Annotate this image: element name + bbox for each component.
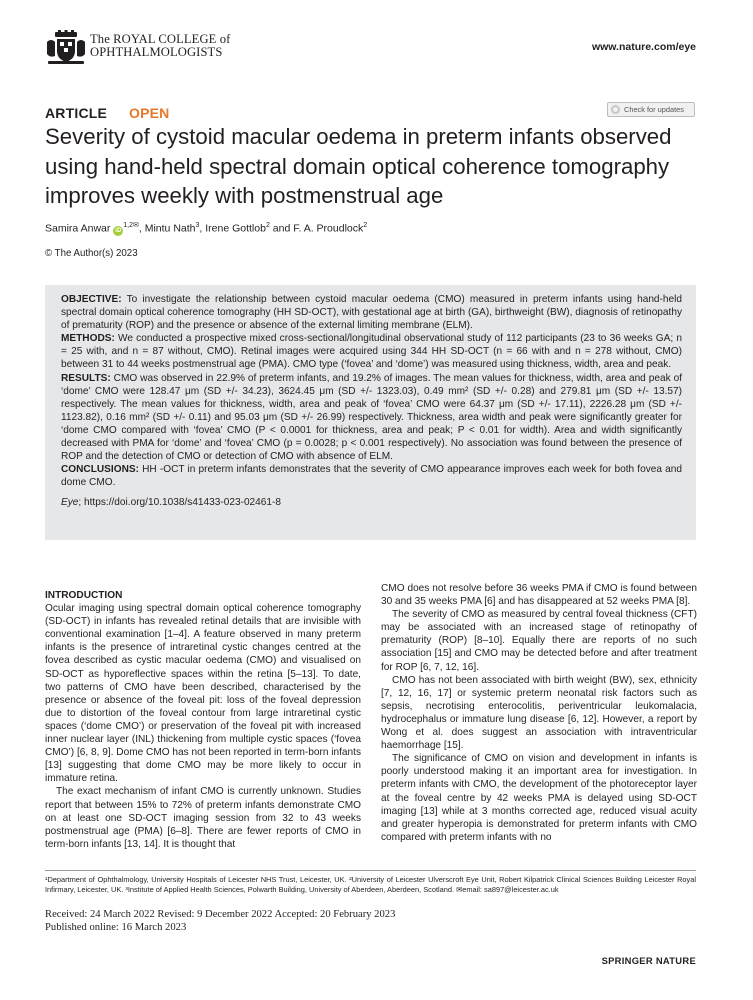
body-paragraph: Ocular imaging using spectral domain optical coherence tomography (SD-OCT) in infants has revealed retinal details that are invisible with conventional examination [1–4]. A feature observed in many preterm infants is the presence of intraretinal cystic changes centred at the fovea described as cystic macular oedema (CMO) and visualised on SD-OCT as hyporeflective spaces within the retina [5–13]. To date, two patterns of CMO have been described, characterised by the presence or absence of the foveal pit: loss of the foveal depression due to distortion of the foveal contour from large intraretinal cystic spaces (‘dome CMO’) or preservation of the foveal pit with increased inner nuclear layer (INL) thickening from multiple cystic spaces (‘fovea CMO’) [6, 8, 9]. Dome CMO has not been reported in term-born infants [13] suggesting that dome CMO may be more likely to occur in immature retina.: [45, 603, 361, 785]
footnote-divider: [45, 870, 696, 871]
body-column-right: [381, 582, 697, 844]
body-paragraph: The significance of CMO on vision and development in infants is poorly understood making it an important area for investigation. In preterm infants with CMO, the development of the photoreceptor layer at the foveal centre by 42 weeks PMA is delayed using SD-OCT imaging [13] while at 3 months corrected age, reduced visual acuity and greater hyperopia is demonstrated for preterm infants with CMO compared with preterm infants with no: [381, 753, 697, 843]
orcid-icon[interactable]: iD: [115, 227, 122, 234]
publisher-logo: SPRINGER NATURE: [601, 955, 696, 966]
article-title: Severity of cystoid macular oedema in preterm infants observed using hand-held spectral domain optical coherence tomography improves weekly with postmenstrual age: [45, 124, 672, 208]
publication-dates: [45, 909, 395, 934]
dates-line-1: Received: 24 March 2022 Revised: 9 December 2022 Accepted: 20 February 2023: [45, 909, 396, 920]
author-affil-sup: 2: [265, 222, 270, 229]
journal-url-link[interactable]: www.nature.com/eye: [591, 41, 696, 53]
body-paragraph: CMO has not been associated with birth weight (BW), sex, ethnicity [7, 12, 16, 17] or systemic preterm neonatal risk factors such as sepsis, necrotising enterocolitis, periventricular leukomalacia, hydrocephalus or immature lung disease [6, 12]. However, a report by Wong et al. does suggest an association with intraventricular haemorrhage [15].: [381, 674, 697, 752]
abstract-label: RESULTS:: [61, 372, 111, 384]
journal-name: Eye: [61, 497, 79, 509]
author-list: [45, 221, 705, 236]
abstract-methods: [61, 332, 682, 371]
author-name[interactable]: Samira Anwar: [45, 222, 111, 235]
author-name[interactable]: , Mintu Nath: [138, 222, 196, 235]
body-column-left: [45, 589, 361, 851]
body-paragraph: The severity of CMO as measured by central foveal thickness (CFT) may be associated with an increased stage of retinopathy of prematurity (ROP) [8–10]. Equally there are reports of no such association [15] and CMO may be detected before and after treatment for ROP [6, 7, 12, 16].: [381, 609, 697, 673]
wordmark-line-2: OPHTHALMOLOGISTS: [90, 45, 223, 59]
author-affil-sup: 3: [195, 222, 200, 229]
open-access-label: OPEN: [129, 105, 170, 121]
body-paragraph: CMO does not resolve before 36 weeks PMA if CMO is found between 30 and 35 weeks PMA [6] and has disappeared at 52 weeks PMA [8].: [381, 583, 697, 608]
check-updates-icon: [611, 105, 620, 114]
body-paragraph: The exact mechanism of infant CMO is currently unknown. Studies report that between 15% to 72% of preterm infants demonstrate CMO on at least one SD-OCT imaging session from 32 to 43 weeks postmenstrual age (PMA) [6–8]. There are fewer reports of CMO in term-born infants [13, 14]. It is thought that: [45, 786, 361, 850]
article-type-label: ARTICLE: [45, 105, 108, 121]
abstract-text: CMO was observed in 22.9% of preterm infants, and 19.2% of images. The mean values for thickness, width, area and peak of ‘dome’ CMO were 128.47 μm (SD +/- 34.23), 3624.45 μm (SD +/- 1323.03), 0.49 mm² (SD +/- 0.28) and 279.81 μm (SD +/- 13.57) respectively. The mean values for thickness, width, area and peak of ‘fovea’ CMO were 64.37 μm (SD +/- 17.11), 2226.28 μm (SD +/- 1123.82), 0.16 mm² (SD +/- 0.11) and 95.03 μm (SD +/- 26.99) respectively. Thickness, area width and peak were significantly greater for ‘dome CMO compared with ‘fovea’ CMO (P < 0.0001 for thickness, area and peak; P < 0.01 for width). Area and width significantly decreased with PMA for ‘dome’ and ‘fovea’ CMO (p = 0.0028; p < 0.001 respectively). No association was found between the presence of ROP and the detection of CMO or detection of CMO with absence of ELM.: [61, 372, 682, 463]
college-crest-logo: [45, 30, 87, 66]
author-affil-sup: 1,2✉: [123, 222, 139, 229]
section-heading: INTRODUCTION: [45, 590, 123, 601]
author-name[interactable]: , Irene Gottlob: [199, 222, 266, 235]
abstract-objective: [61, 293, 682, 332]
abstract-box: [45, 285, 696, 540]
affiliations-footnote: ¹Department of Ophthalmology, University Hospitals of Leicester NHS Trust, Leicester, UK. ²University of Leicester Ulverscroft Eye Unit, Robert Kilpatrick Clinical Sciences Building Leicester Royal Infirmary, Leicester, UK. ³Institute of Applied Health Sciences, Polwarth Building, University of Aberdeen, Aberdeen, Scotland. ✉email: sa897@leicester.ac.uk: [45, 875, 696, 895]
abstract-label: CONCLUSIONS:: [61, 464, 139, 476]
author-name[interactable]: and F. A. Proudlock: [269, 222, 364, 235]
abstract-results: [61, 372, 682, 464]
check-updates-label: Check for updates: [624, 105, 684, 114]
doi-link[interactable]: ; https://doi.org/10.1038/s41433-023-02461-8: [78, 497, 281, 509]
abstract-label: OBJECTIVE:: [61, 294, 122, 305]
dates-line-2: Published online: 16 March 2023: [45, 921, 187, 933]
check-for-updates-button[interactable]: [607, 102, 695, 117]
abstract-label: METHODS:: [61, 333, 115, 345]
author-affil-sup: 2: [363, 222, 368, 229]
abstract-text: HH -OCT in preterm infants demonstrates that the severity of CMO appearance improves each week for both fovea and dome CMO.: [61, 464, 682, 489]
abstract-conclusions: [61, 463, 682, 489]
citation-line: [61, 496, 682, 509]
abstract-text: To investigate the relationship between cystoid macular oedema (CMO) measured in preterm infants using hand-held spectral domain optical coherence tomography (HH SD-OCT), with gestational age at birth (GA), birthweight (BW), diagnosis of retinopathy of prematurity (ROP) and the presence or absence of the external limiting membrane (ELM).: [61, 294, 682, 332]
abstract-text: We conducted a prospective mixed cross-sectional/longitudinal observational study of 112 participants (23 to 36 weeks GA; n = 25 with, and n = 87 without, CMO). Retinal images were acquired using 344 HH SD-OCT (n = 66 with and n = 278 without, CMO) between 31 to 44 weeks postmenstrual age (PMA). CMO type (‘fovea’ and ‘dome’) was measured using thickness, width, area and peak.: [61, 333, 682, 371]
copyright-notice: © The Author(s) 2023: [45, 248, 138, 259]
wordmark-line-1: The ROYAL COLLEGE of: [90, 32, 231, 46]
college-wordmark: [90, 33, 230, 59]
